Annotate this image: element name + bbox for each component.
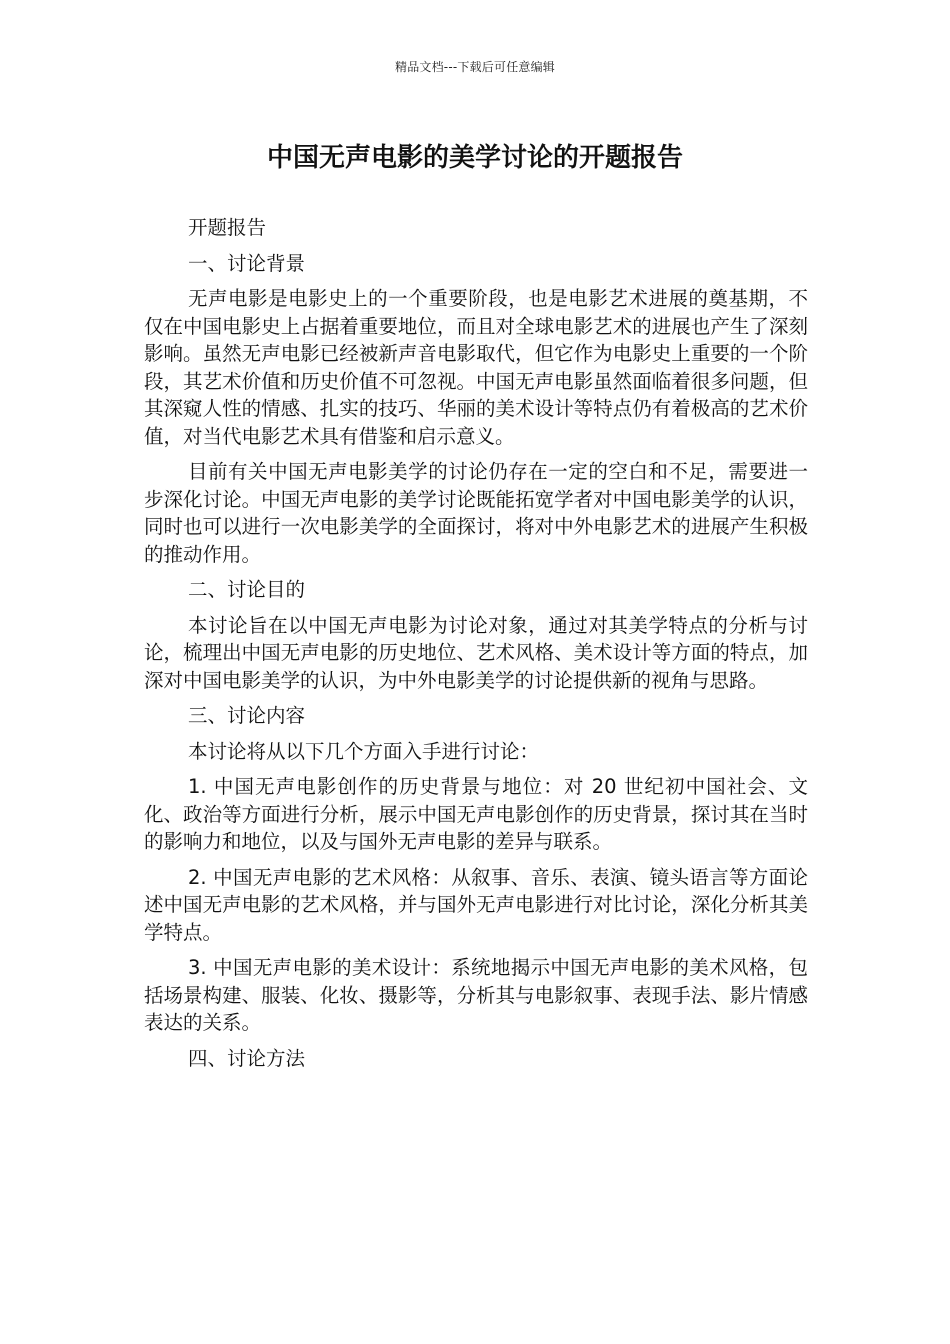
list-item-content-3: 3. 中国无声电影的美术设计：系统地揭示中国无声电影的美术风格，包括场景构建、服装、化妆、摄影等，分析其与电影叙事、表现手法、影片情感表达的关系。 xyxy=(144,956,808,1034)
paragraph-content-intro: 本讨论将从以下几个方面入手进行讨论： xyxy=(188,739,540,763)
header-note: 精品文档---下载后可任意编辑 xyxy=(395,60,555,74)
list-item-content-1: 1. 中国无声电影创作的历史背景与地位：对 20 世纪初中国社会、文化、政治等方面进行分析，展示中国无声电影创作的历史背景，探讨其在当时的影响力和地位，以及与国外无声电影的差异与联系。 xyxy=(144,775,808,853)
paragraph-background-2: 目前有关中国无声电影美学的讨论仍存在一定的空白和不足，需要进一步深化讨论。中国无声电影的美学讨论既能拓宽学者对中国电影美学的认识，同时也可以进行一次电影美学的全面探讨，将对中外电影艺术的进展产生积极的推动作用。 xyxy=(144,460,808,566)
paragraph-purpose: 本讨论旨在以中国无声电影为讨论对象，通过对其美学特点的分析与讨论，梳理出中国无声电影的历史地位、艺术风格、美术设计等方面的特点，加深对中国电影美学的认识，为中外电影美学的讨论提供新的视角与思路。 xyxy=(144,613,808,692)
document-body xyxy=(144,214,808,1080)
document-title: 中国无声电影的美学讨论的开题报告 xyxy=(266,143,683,173)
paragraph-background-1: 无声电影是电影史上的一个重要阶段，也是电影艺术进展的奠基期，不仅在中国电影史上占据着重要地位，而且对全球电影艺术的进展也产生了深刻影响。虽然无声电影已经被新声音电影取代，但它作为电影史上重要的一个阶段，其艺术价值和历史价值不可忽视。中国无声电影虽然面临着很多问题，但其深窥人性的情感、扎实的技巧、华丽的美术设计等特点仍有着极高的艺术价值，对当代电影艺术具有借鉴和启示意义。 xyxy=(144,287,808,448)
section-heading-method: 四、讨论方法 xyxy=(188,1046,306,1070)
section-heading-content: 三、讨论内容 xyxy=(188,704,306,727)
section-heading-purpose: 二、讨论目的 xyxy=(188,578,306,601)
section-heading-background: 一、讨论背景 xyxy=(188,251,306,275)
section-heading-report: 开题报告 xyxy=(188,216,267,239)
list-item-content-2: 2. 中国无声电影的艺术风格：从叙事、音乐、表演、镜头语言等方面论述中国无声电影的艺术风格，并与国外无声电影进行对比讨论，深化分析其美学特点。 xyxy=(144,865,808,944)
